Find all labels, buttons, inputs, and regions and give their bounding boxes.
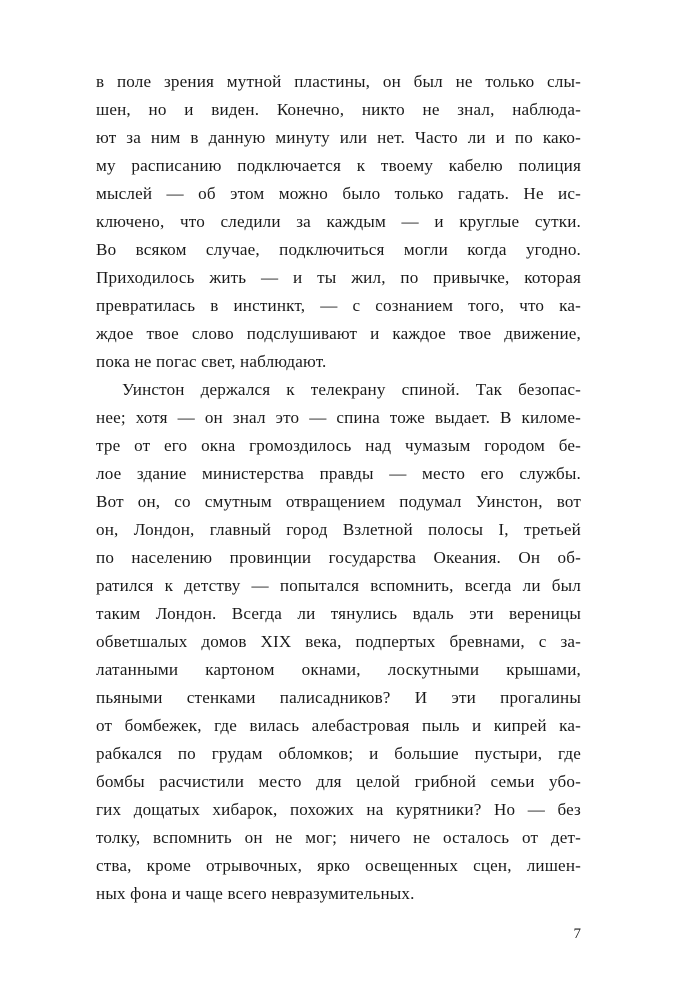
text-line: Приходилось жить — и ты жил, по привычке, которая [96, 268, 581, 287]
text-line: мыслей — об этом можно было только гадать. Не ис- [96, 184, 581, 203]
text-line: бомбы расчистили место для целой грибной семьи убо- [96, 772, 581, 791]
text-line: лое здание министерства правды — место его службы. [96, 464, 581, 483]
text-line: шен, но и виден. Конечно, никто не знал, наблюда- [96, 100, 581, 119]
text-line: латанными картоном окнами, лоскутными крышами, [96, 660, 581, 679]
text-line: ных фона и чаще всего невразумительных. [96, 884, 415, 903]
text-line: гих дощатых хибарок, похожих на курятники? Но — без [96, 800, 581, 819]
text-line: ства, кроме отрывочных, ярко освещенных сцен, лишен- [96, 856, 581, 875]
text-line: Вот он, со смутным отвращением подумал Уинстон, вот [96, 492, 581, 511]
text-line: рабкался по грудам обломков; и большие пустыри, где [96, 744, 581, 763]
text-line: му расписанию подключается к твоему кабелю полиция [96, 156, 581, 175]
text-line: он, Лондон, главный город Взлетной полосы I, третьей [96, 520, 581, 539]
page-number: 7 [573, 926, 581, 942]
text-line: по населению провинции государства Океания. Он об- [96, 548, 581, 567]
paragraph [96, 68, 581, 376]
text-line: ют за ним в данную минуту или нет. Часто ли и по како- [96, 128, 581, 147]
text-line: пьяными стенками палисадников? И эти прогалины [96, 688, 581, 707]
text-line: обветшалых домов XIX века, подпертых бревнами, с за- [96, 632, 581, 651]
text-line: Уинстон держался к телекрану спиной. Так безопас- [122, 380, 581, 399]
text-line: от бомбежек, где вилась алебастровая пыль и кипрей ка- [96, 716, 581, 735]
text-line: Во всяком случае, подключиться могли когда угодно. [96, 240, 581, 259]
text-line: нее; хотя — он знал это — спина тоже выдает. В киломе- [96, 408, 581, 427]
text-line: ратился к детству — попытался вспомнить, всегда ли был [96, 576, 581, 595]
text-line: пока не погас свет, наблюдают. [96, 352, 327, 371]
text-line: толку, вспомнить он не мог; ничего не осталось от дет- [96, 828, 581, 847]
text-line: таким Лондон. Всегда ли тянулись вдаль эти вереницы [96, 604, 581, 623]
text-line: ключено, что следили за каждым — и круглые сутки. [96, 212, 581, 231]
text-line: в поле зрения мутной пластины, он был не только слы- [96, 72, 581, 91]
page-body-text [96, 68, 581, 908]
paragraph [96, 376, 581, 908]
text-line: ждое твое слово подслушивают и каждое твое движение, [96, 324, 581, 343]
text-line: тре от его окна громоздилось над чумазым городом бе- [96, 436, 581, 455]
text-line: превратилась в инстинкт, — с сознанием того, что ка- [96, 296, 581, 315]
